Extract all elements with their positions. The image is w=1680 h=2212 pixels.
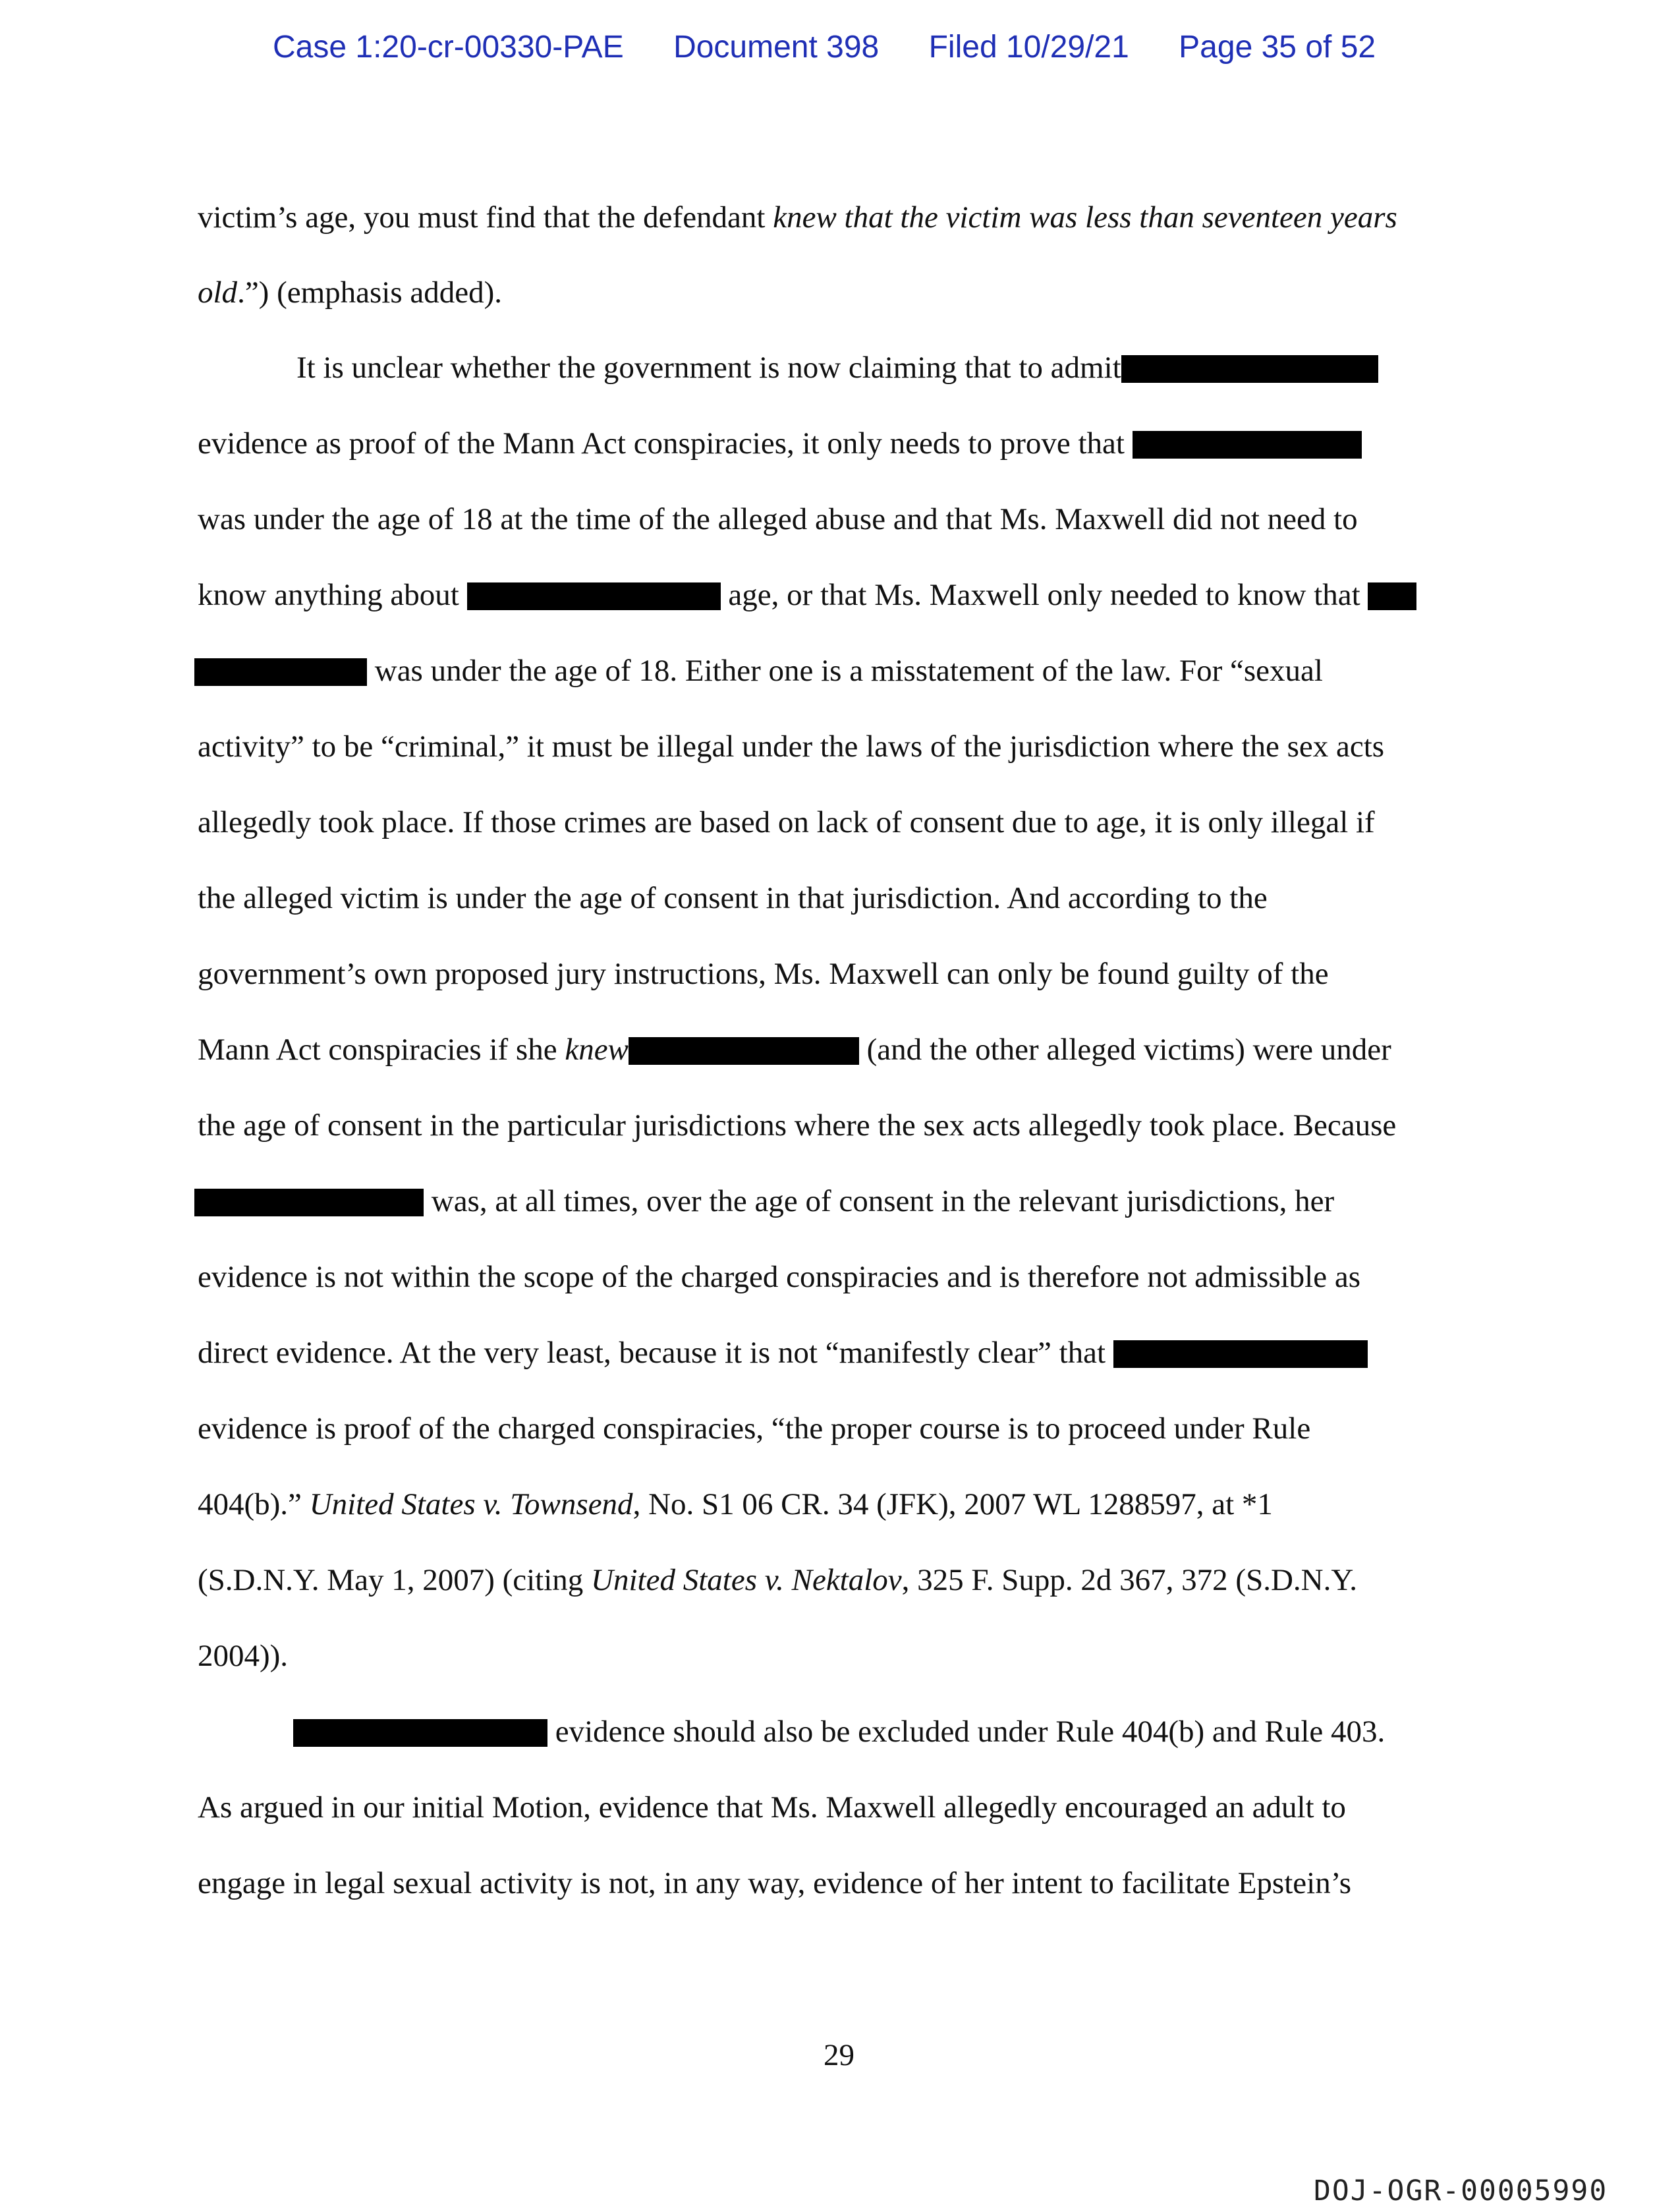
text-line (198, 499, 1358, 539)
text-line (198, 1636, 288, 1676)
text-run: was, at all times, over the age of consent in the relevant jurisdictions, her (431, 1184, 1335, 1218)
text-line (198, 1788, 1346, 1827)
text-run: Mann Act conspiracies if she (198, 1033, 565, 1067)
text-line (293, 1712, 1385, 1751)
text-line (198, 1257, 1360, 1297)
text-line (198, 1863, 1351, 1903)
italic-run: knew (565, 1033, 629, 1067)
redaction-box (629, 1037, 859, 1065)
document-number: Document 398 (673, 30, 880, 65)
text-run: It is unclear whether the government is now claiming that to admit (296, 351, 1121, 385)
italic-run: United States v. Townsend (309, 1487, 633, 1521)
redaction-box (293, 1719, 547, 1747)
text-run: , 325 F. Supp. 2d 367, 372 (S.D.N.Y. (901, 1563, 1357, 1597)
page-number: 29 (824, 2038, 854, 2072)
text-run: (S.D.N.Y. May 1, 2007) (citing (198, 1563, 592, 1597)
text-run: activity” to be “criminal,” it must be illegal under the laws of the jurisdiction where the sex acts (198, 729, 1385, 764)
redaction-box (1113, 1340, 1368, 1368)
redaction-box (194, 1189, 424, 1216)
text-line (198, 575, 1416, 615)
text-line (194, 651, 1323, 691)
case-number: Case 1:20-cr-00330-PAE (273, 30, 624, 65)
text-line (198, 1030, 1391, 1069)
text-run: was under the age of 18 at the time of the alleged abuse and that Ms. Maxwell did not need to (198, 502, 1358, 536)
text-run: 2004)). (198, 1639, 289, 1673)
text-line (198, 424, 1362, 463)
redaction-box (1121, 355, 1378, 383)
text-run: evidence is not within the scope of the charged conspiracies and is therefore not admissible as (198, 1260, 1361, 1294)
text-run: victim’s age, you must find that the defendant (198, 200, 773, 235)
text-line (198, 1409, 1310, 1448)
filed-date: Filed 10/29/21 (928, 30, 1129, 65)
redaction-box (467, 582, 721, 610)
redaction-box (194, 658, 367, 686)
italic-run: old (198, 275, 238, 310)
text-line (198, 954, 1329, 994)
text-line (198, 198, 1397, 237)
text-run: was under the age of 18. Either one is a misstatement of the law. For “sexual (374, 654, 1323, 688)
text-run: age, or that Ms. Maxwell only needed to know that (728, 578, 1360, 612)
text-run: the alleged victim is under the age of consent in that jurisdiction. And according to the (198, 881, 1268, 915)
text-line (198, 1560, 1357, 1600)
text-run: .”) (emphasis added). (237, 275, 503, 310)
text-run: know anything about (198, 578, 459, 612)
text-line (296, 348, 1378, 387)
text-line (198, 727, 1384, 766)
text-line (198, 803, 1375, 842)
italic-run: knew that the victim was less than seventeen years (773, 200, 1397, 235)
text-line (198, 273, 502, 312)
text-run: 404(b).” (198, 1487, 310, 1521)
text-run: direct evidence. At the very least, because it is not “manifestly clear” that (198, 1336, 1106, 1370)
text-run: evidence as proof of the Mann Act conspiracies, it only needs to prove that (198, 426, 1125, 461)
redaction-box (1368, 582, 1416, 610)
case-header (273, 29, 1376, 65)
text-line (198, 878, 1268, 918)
text-run: , No. S1 06 CR. 34 (JFK), 2007 WL 1288597, at *1 (632, 1487, 1273, 1521)
text-run: the age of consent in the particular jurisdictions where the sex acts allegedly took place. Because (198, 1108, 1397, 1143)
text-run: evidence should also be excluded under Rule 404(b) and Rule 403. (555, 1715, 1386, 1749)
text-run: (and the other alleged victims) were under (866, 1033, 1391, 1067)
page-of-pages: Page 35 of 52 (1179, 30, 1376, 65)
italic-run: United States v. Nektalov (591, 1563, 902, 1597)
redaction-box (1133, 431, 1362, 459)
text-run: As argued in our initial Motion, evidence that Ms. Maxwell allegedly encouraged an adult to (198, 1790, 1346, 1825)
text-line (194, 1181, 1334, 1221)
text-run: evidence is proof of the charged conspiracies, “the proper course is to proceed under Rule (198, 1411, 1311, 1446)
text-run: engage in legal sexual activity is not, in any way, evidence of her intent to facilitate Epstein’s (198, 1866, 1352, 1900)
text-run: allegedly took place. If those crimes are based on lack of consent due to age, it is only illegal if (198, 805, 1375, 839)
bates-number: DOJ-OGR-00005990 (1314, 2174, 1608, 2207)
text-line (198, 1333, 1368, 1373)
text-line (198, 1106, 1396, 1145)
text-run: government’s own proposed jury instructions, Ms. Maxwell can only be found guilty of the (198, 957, 1329, 991)
text-line (198, 1485, 1273, 1524)
